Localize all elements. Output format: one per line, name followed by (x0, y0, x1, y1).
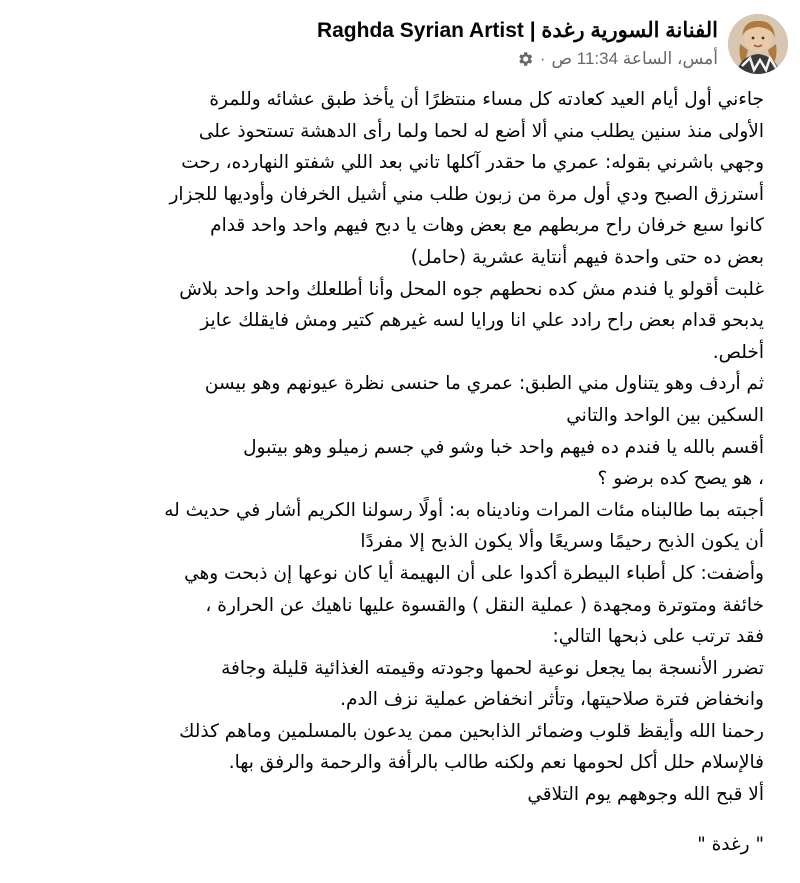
post-text-line: أن يكون الذبح رحيمًا وسريعًا وألا يكون الذبح إلا مفردًا (360, 531, 764, 553)
post-subtitle (516, 49, 718, 69)
post-signature: " رغدة " (697, 833, 764, 855)
post-meta (317, 14, 718, 69)
post-text-line: كانوا سبع خرفان راح مربطهم مع بعض وهات يا دبح فيهم واحد واحد قدام (210, 215, 764, 237)
post-text-line: جاءني أول أيام العيد كعادته كل مساء منتظرًا أن يأخذ طبق عشائه وللمرة (209, 89, 764, 110)
post-text-line: غلبت أقولو يا فندم مش كده نحطهم جوه المحل وأنا أطلعلك واحد واحد بلاش (179, 278, 764, 300)
post-text-line: رحمنا الله وأيقظ قلوب وضمائر الذابحين ممن يدعون بالمسلمين وماهم كذلك (179, 720, 764, 742)
post-text-line: فالإسلام حلل أكل لحومها نعم ولكنه طالب بالرأفة والرحمة والرفق بها. (228, 752, 764, 774)
post-timestamp[interactable]: أمس، الساعة 11:34 ص (551, 49, 718, 68)
post-body (40, 84, 764, 860)
post-text-line: أخلص. (712, 341, 764, 363)
post-text-line: أجبته بما طالبناه مئات المرات وناديناه به: أولًا رسولنا الكريم أشار في حديث له (164, 499, 764, 521)
post-header (317, 14, 788, 74)
post-text-line: تضرر الأنسجة بما يجعل نوعية لحمها وجودته وقيمته الغذائية قليلة وجافة (221, 657, 764, 679)
post-text-line: بعض ده حتى واحدة فيهم أنتاية عشرية (حامل) (410, 246, 764, 268)
post-text-line: ثم أردف وهو يتناول مني الطبق: عمري ما حنسى نظرة عيونهم وهو بيسن (204, 373, 764, 395)
post-text-line: أسترزق الصبح ودي أول مرة من زبون طلب مني أشيل الخرفان وأوديها للجزار (169, 183, 764, 205)
post-text-line: ألا قبح الله وجوههم يوم التلاقي (527, 784, 764, 806)
separator-dot: · (539, 49, 546, 68)
post-text-line: خائفة ومتوترة ومجهدة ( عملية النقل ) والقسوة عليها ناهيك عن الحرارة ، (205, 594, 764, 616)
post-text-line: أقسم بالله يا فندم ده فيهم واحد خبا وشو في جسم زميلو وهو بيتبول (243, 436, 764, 458)
gear-icon[interactable] (516, 50, 534, 68)
post-text-line: الأولى منذ سنين يطلب مني ألا أضع له لحما ولما رأى الدهشة تستحوذ على (198, 120, 764, 142)
author-avatar[interactable] (728, 14, 788, 74)
post-text-line: السكين بين الواحد والتاني (566, 404, 764, 426)
author-name[interactable]: الفنانة السورية رغدة | Raghda Syrian Artist (316, 19, 718, 42)
post-text-line: وانخفاض فترة صلاحيتها، وتأثر انخفاض عملية نزف الدم. (340, 689, 764, 711)
post-text-line: يدبحو قدام بعض راح رادد علي انا ورايا لسه غيرهم كتير ومش فايقلك عايز (200, 310, 764, 332)
post-text-line: وأضفت: كل أطباء البيطرة أكدوا على أن البهيمة أيا كان نوعها إن ذبحت وهي (184, 562, 764, 584)
post-text-line: ، هو يصح كده برضو ؟ (597, 468, 764, 490)
post-text-line: وجهي باشرني بقوله: عمري ما حقدر آكلها تاني بعد اللي شفتو النهارده، رحت (181, 152, 764, 174)
post-text-line: فقد ترتب على ذبحها التالي: (552, 626, 764, 648)
